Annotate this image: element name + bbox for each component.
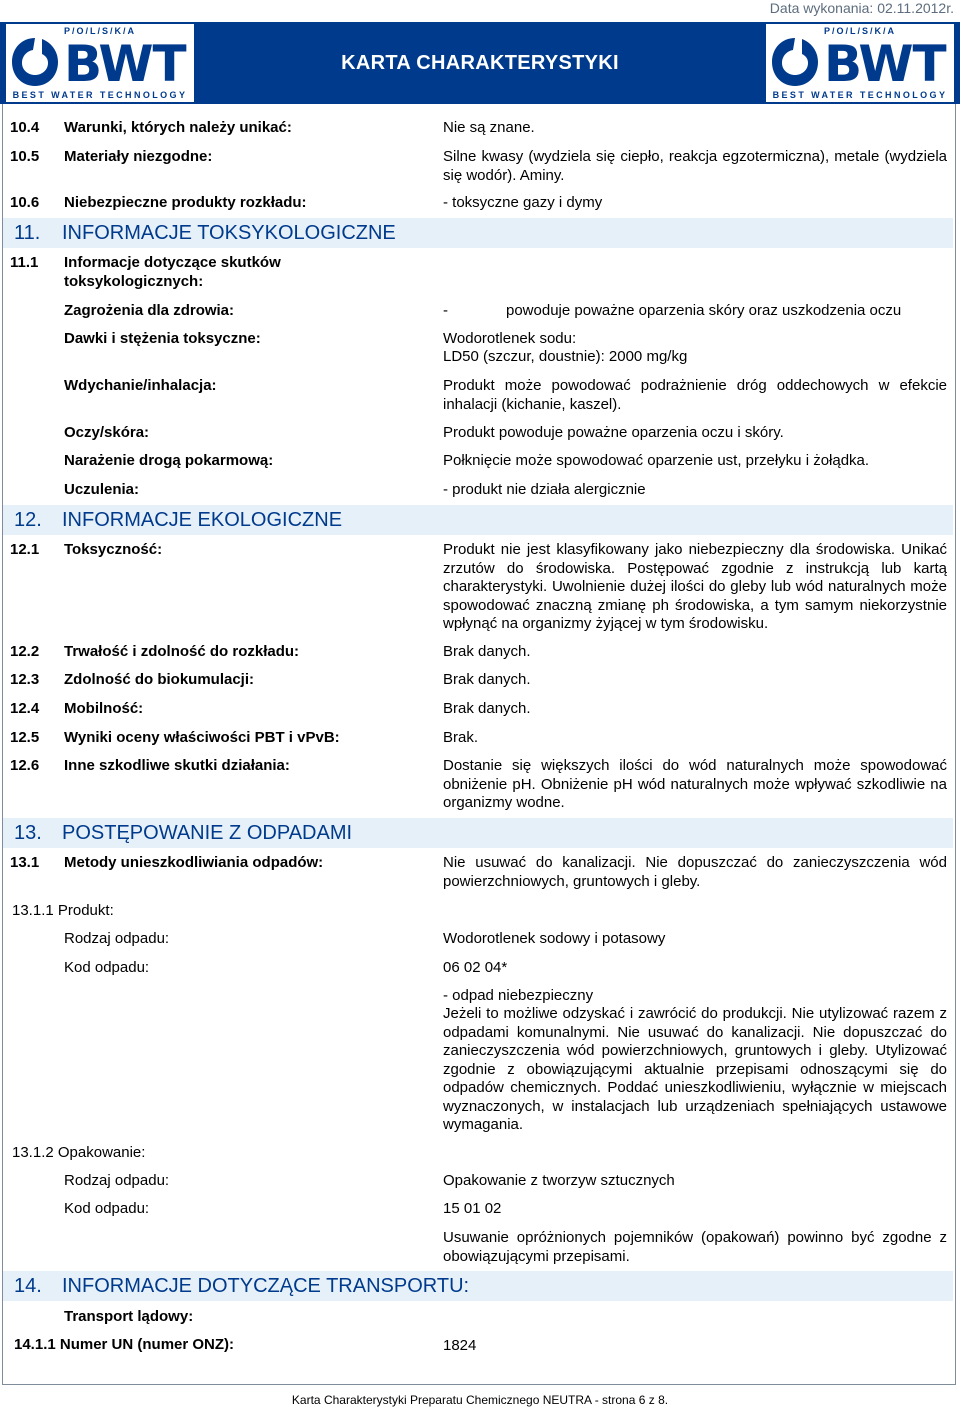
field-label: Rodzaj odpadu: xyxy=(64,930,170,947)
row-number: 11.1 xyxy=(10,254,39,271)
row-number: 12.1 xyxy=(10,541,40,558)
field-label: Zagrożenia dla zdrowia: xyxy=(64,302,235,319)
section-title-13: 13. POSTĘPOWANIE Z ODPADAMI xyxy=(14,822,353,844)
field-label: Toksyczność: xyxy=(64,541,163,558)
field-value: Silne kwasy (wydziela się ciepło, reakcja egzotermiczna), metale (wydziela się wodór). Aminy. xyxy=(443,148,947,184)
row-number: 10.5 xyxy=(10,148,40,165)
water-drop-icon xyxy=(8,36,62,88)
field-value: Brak danych. xyxy=(443,643,531,660)
row-number: 12.6 xyxy=(10,757,40,774)
field-label: Wyniki oceny właściwości PBT i vPvB: xyxy=(64,729,340,746)
field-label: Oczy/skóra: xyxy=(64,424,150,441)
field-label: Zdolność do biokumulacji: xyxy=(64,671,255,688)
field-label: Transport lądowy: xyxy=(64,1308,194,1325)
field-label: Metody unieszkodliwiania odpadów: xyxy=(64,854,324,871)
subsection-label: 13.1.2 Opakowanie: xyxy=(12,1144,146,1161)
section-title-11: 11. INFORMACJE TOKSYKOLOGICZNE xyxy=(14,222,396,244)
bwt-logo-right: P/O/L/S/K/A BWT BEST WATER TECHNOLOGY xyxy=(766,24,954,102)
field-label: Uczulenia: xyxy=(64,481,140,498)
subsection-label: 13.1.1 Produkt: xyxy=(12,902,114,919)
bwt-logo-left: P/O/L/S/K/A BWT BEST WATER TECHNOLOGY xyxy=(6,24,194,102)
row-number: 13.1 xyxy=(10,854,40,871)
list-dash: - xyxy=(443,302,448,319)
field-value: 15 01 02 xyxy=(443,1200,502,1217)
row-number: 10.4 xyxy=(10,119,40,136)
field-value: Produkt nie jest klasyfikowany jako niebezpieczny dla środowiska. Unikać zrzutów do środowiska. Postępować zgodnie z instrukcją lub kartą charakterystyki. Uwolnienie dużej ilości do gleby lub wód naturalnych może spowodować znaczną zmianę ph środowiska, a tym samym niekorzystnie wpłynąć na organizmy żyjącej w tym środowisku. xyxy=(443,541,947,632)
field-value: powoduje poważne oparzenia skóry oraz uszkodzenia oczu xyxy=(506,302,902,319)
field-value: Wodorotlenek sodowy i potasowy xyxy=(443,930,666,947)
field-label: Wdychanie/inhalacja: xyxy=(64,377,217,394)
field-label: Warunki, których należy unikać: xyxy=(64,119,292,136)
field-value: Opakowanie z tworzyw sztucznych xyxy=(443,1172,675,1189)
field-value: - toksyczne gazy i dymy xyxy=(443,194,603,211)
section-title-14: 14. INFORMACJE DOTYCZĄCE TRANSPORTU: xyxy=(14,1275,470,1297)
field-value: 1824 xyxy=(443,1337,477,1354)
field-label: 14.1.1 Numer UN (numer ONZ): xyxy=(14,1336,235,1353)
field-value: Brak danych. xyxy=(443,671,531,688)
page-footer: Karta Charakterystyki Preparatu Chemicznego NEUTRA - strona 6 z 8. xyxy=(291,1393,669,1407)
field-value: Produkt powoduje poważne oparzenia oczu i skóry. xyxy=(443,424,784,441)
field-label: Niebezpieczne produkty rozkładu: xyxy=(64,194,307,211)
section-title-12: 12. INFORMACJE EKOLOGICZNE xyxy=(14,509,343,531)
field-label: Trwałość i zdolność do rozkładu: xyxy=(64,643,300,660)
row-number: 12.2 xyxy=(10,643,40,660)
field-value: - odpad niebezpieczny xyxy=(443,987,594,1004)
field-label: Mobilność: xyxy=(64,700,144,717)
field-value: Wodorotlenek sodu: xyxy=(443,330,577,347)
field-label: Kod odpadu: xyxy=(64,959,150,976)
water-drop-icon xyxy=(768,36,822,88)
field-label: Kod odpadu: xyxy=(64,1200,150,1217)
field-label: Inne szkodliwe skutki działania: xyxy=(64,757,290,774)
field-label: Materiały niezgodne: xyxy=(64,148,213,165)
field-value: Nie są znane. xyxy=(443,119,535,136)
field-value: LD50 (szczur, doustnie): 2000 mg/kg xyxy=(443,348,688,365)
row-number: 12.3 xyxy=(10,671,40,688)
document-title: KARTA CHARAKTERYSTYKI xyxy=(341,52,619,74)
field-value: Połknięcie może spowodować oparzenie ust, przełyku i żołądka. xyxy=(443,452,870,469)
field-value: Dostanie się większych ilości do wód naturalnych może spowodować obniżenie pH. Obniżenie pH wód naturalnych może wpływać szkodliwie na organizmy wodne. xyxy=(443,757,947,811)
field-label: Dawki i stężenia toksyczne: xyxy=(64,330,261,347)
field-value: - produkt nie działa alergicznie xyxy=(443,481,646,498)
document-date: Data wykonania: 02.11.2012r. xyxy=(769,0,954,16)
field-value: Brak danych. xyxy=(443,700,531,717)
field-label: Rodzaj odpadu: xyxy=(64,1172,170,1189)
row-number: 12.4 xyxy=(10,700,40,717)
field-value: Jeżeli to możliwe odzyskać i zawrócić do produkcji. Nie utylizować razem z odpadami komunalnymi. Nie usuwać do kanalizacji. Nie dopuszczać do zanieczyszczenia wód powierzchniowych, gruntowych i gleby. Utylizować zgodnie z obowiązującymi aktualnie przepisami odnoszącymi się do odpadów chemicznych. Poddać unieszkodliwieniu, wyłącznie w miejscach wyznaczonych, w instalacjach lub urządzeniach spełniających ustawowe wymagania. xyxy=(443,1005,947,1133)
field-value: Nie usuwać do kanalizacji. Nie dopuszczać do zanieczyszczenia wód powierzchniowych, gruntowych i gleby. xyxy=(443,854,947,890)
field-value: Brak. xyxy=(443,729,479,746)
field-value: 06 02 04* xyxy=(443,959,508,976)
field-label: Informacje dotyczące skutków toksykologicznych: xyxy=(64,254,281,290)
field-label: Narażenie drogą pokarmową: xyxy=(64,452,274,469)
field-value: Usuwanie opróżnionych pojemników (opakowań) powinno być zgodne z obowiązującymi przepisami. xyxy=(443,1229,947,1265)
row-number: 10.6 xyxy=(10,194,40,211)
row-number: 12.5 xyxy=(10,729,40,746)
field-value: Produkt może powodować podrażnienie dróg oddechowych w efekcie inhalacji (kichanie, kaszel). xyxy=(443,377,947,413)
